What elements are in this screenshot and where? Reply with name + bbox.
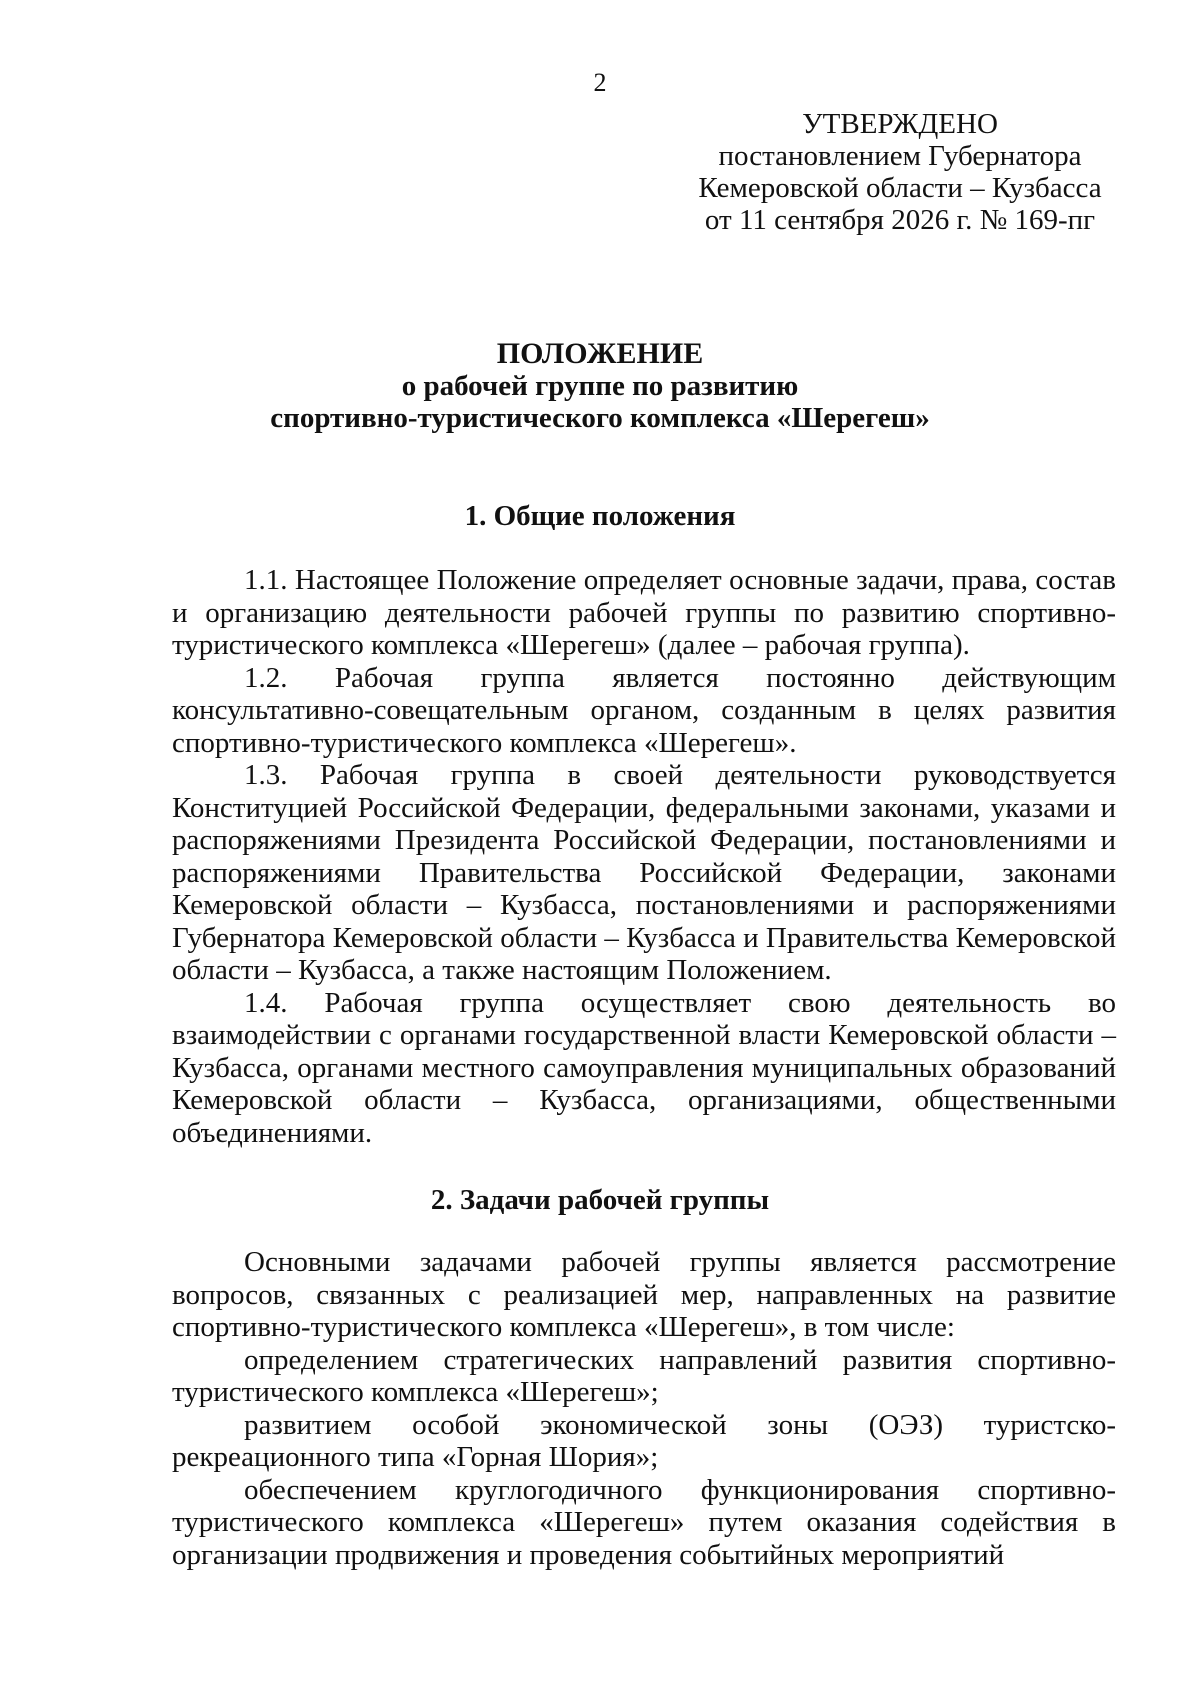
section-2-body — [172, 1246, 1116, 1571]
approval-stamp-block — [690, 108, 1110, 236]
page-number: 2 — [593, 68, 607, 97]
paragraph-1-2: 1.2. Рабочая группа является постоянно действующим консультативно-совещательным органом, созданным в целях развития спортивно-туристического комплекса «Шерегеш». — [172, 661, 1116, 759]
title-subtitle-line2: спортивно-туристического комплекса «Шерегеш» — [270, 402, 930, 434]
paragraph-2-item-strategy: определением стратегических направлений развития спортивно-туристического комплекса «Шерегеш»; — [172, 1343, 1116, 1408]
paragraph-1-1: 1.1. Настоящее Положение определяет основные задачи, права, состав и организацию деятельности рабочей группы по развитию спортивно-туристического комплекса «Шерегеш» (далее – рабочая группа). — [172, 564, 1116, 661]
paragraph-2-item-year-round: обеспечением круглогодичного функционирования спортивно-туристического комплекса «Шерегеш» путем оказания содействия в организации продвижения и проведения событийных мероприятий — [172, 1473, 1116, 1571]
approval-line-resolution: постановлением Губернатора — [718, 140, 1082, 172]
approval-line-region: Кемеровской области – Кузбасса — [698, 172, 1102, 204]
approval-line-approved: УТВЕРЖДЕНО — [802, 108, 998, 140]
section-2-heading: 2. Задачи рабочей группы — [430, 1184, 770, 1216]
section-1-body — [172, 564, 1116, 1149]
paragraph-1-4: 1.4. Рабочая группа осуществляет свою деятельность во взаимодействии с органами государственной власти Кемеровской области – Кузбасса, органами местного самоуправления муниципальных образований Кемеровской области – Кузбасса, организациями, общественными объединениями. — [172, 986, 1116, 1149]
title-main: ПОЛОЖЕНИЕ — [496, 337, 704, 370]
section-1-heading: 1. Общие положения — [464, 500, 736, 532]
approval-line-date-number: от 11 сентября 2026 г. № 169-пг — [704, 204, 1096, 236]
paragraph-1-3: 1.3. Рабочая группа в своей деятельности руководствуется Конституцией Российской Федерации, федеральными законами, указами и распоряжениями Президента Российской Федерации, постановлениями и распоряжениями Правительства Российской Федерации, законами Кемеровской области – Кузбасса, постановлениями и распоряжениями Губернатора Кемеровской области – Кузбасса и Правительства Кемеровской области – Кузбасса, а также настоящим Положением. — [172, 759, 1116, 986]
paragraph-2-item-sez: развитием особой экономической зоны (ОЭЗ) туристско-рекреационного типа «Горная Шория»; — [172, 1408, 1116, 1473]
title-subtitle-line1: о рабочей группе по развитию — [401, 370, 799, 402]
document-title — [0, 338, 1200, 434]
paragraph-2-intro: Основными задачами рабочей группы является рассмотрение вопросов, связанных с реализацией мер, направленных на развитие спортивно-туристического комплекса «Шерегеш», в том числе: — [172, 1246, 1116, 1343]
